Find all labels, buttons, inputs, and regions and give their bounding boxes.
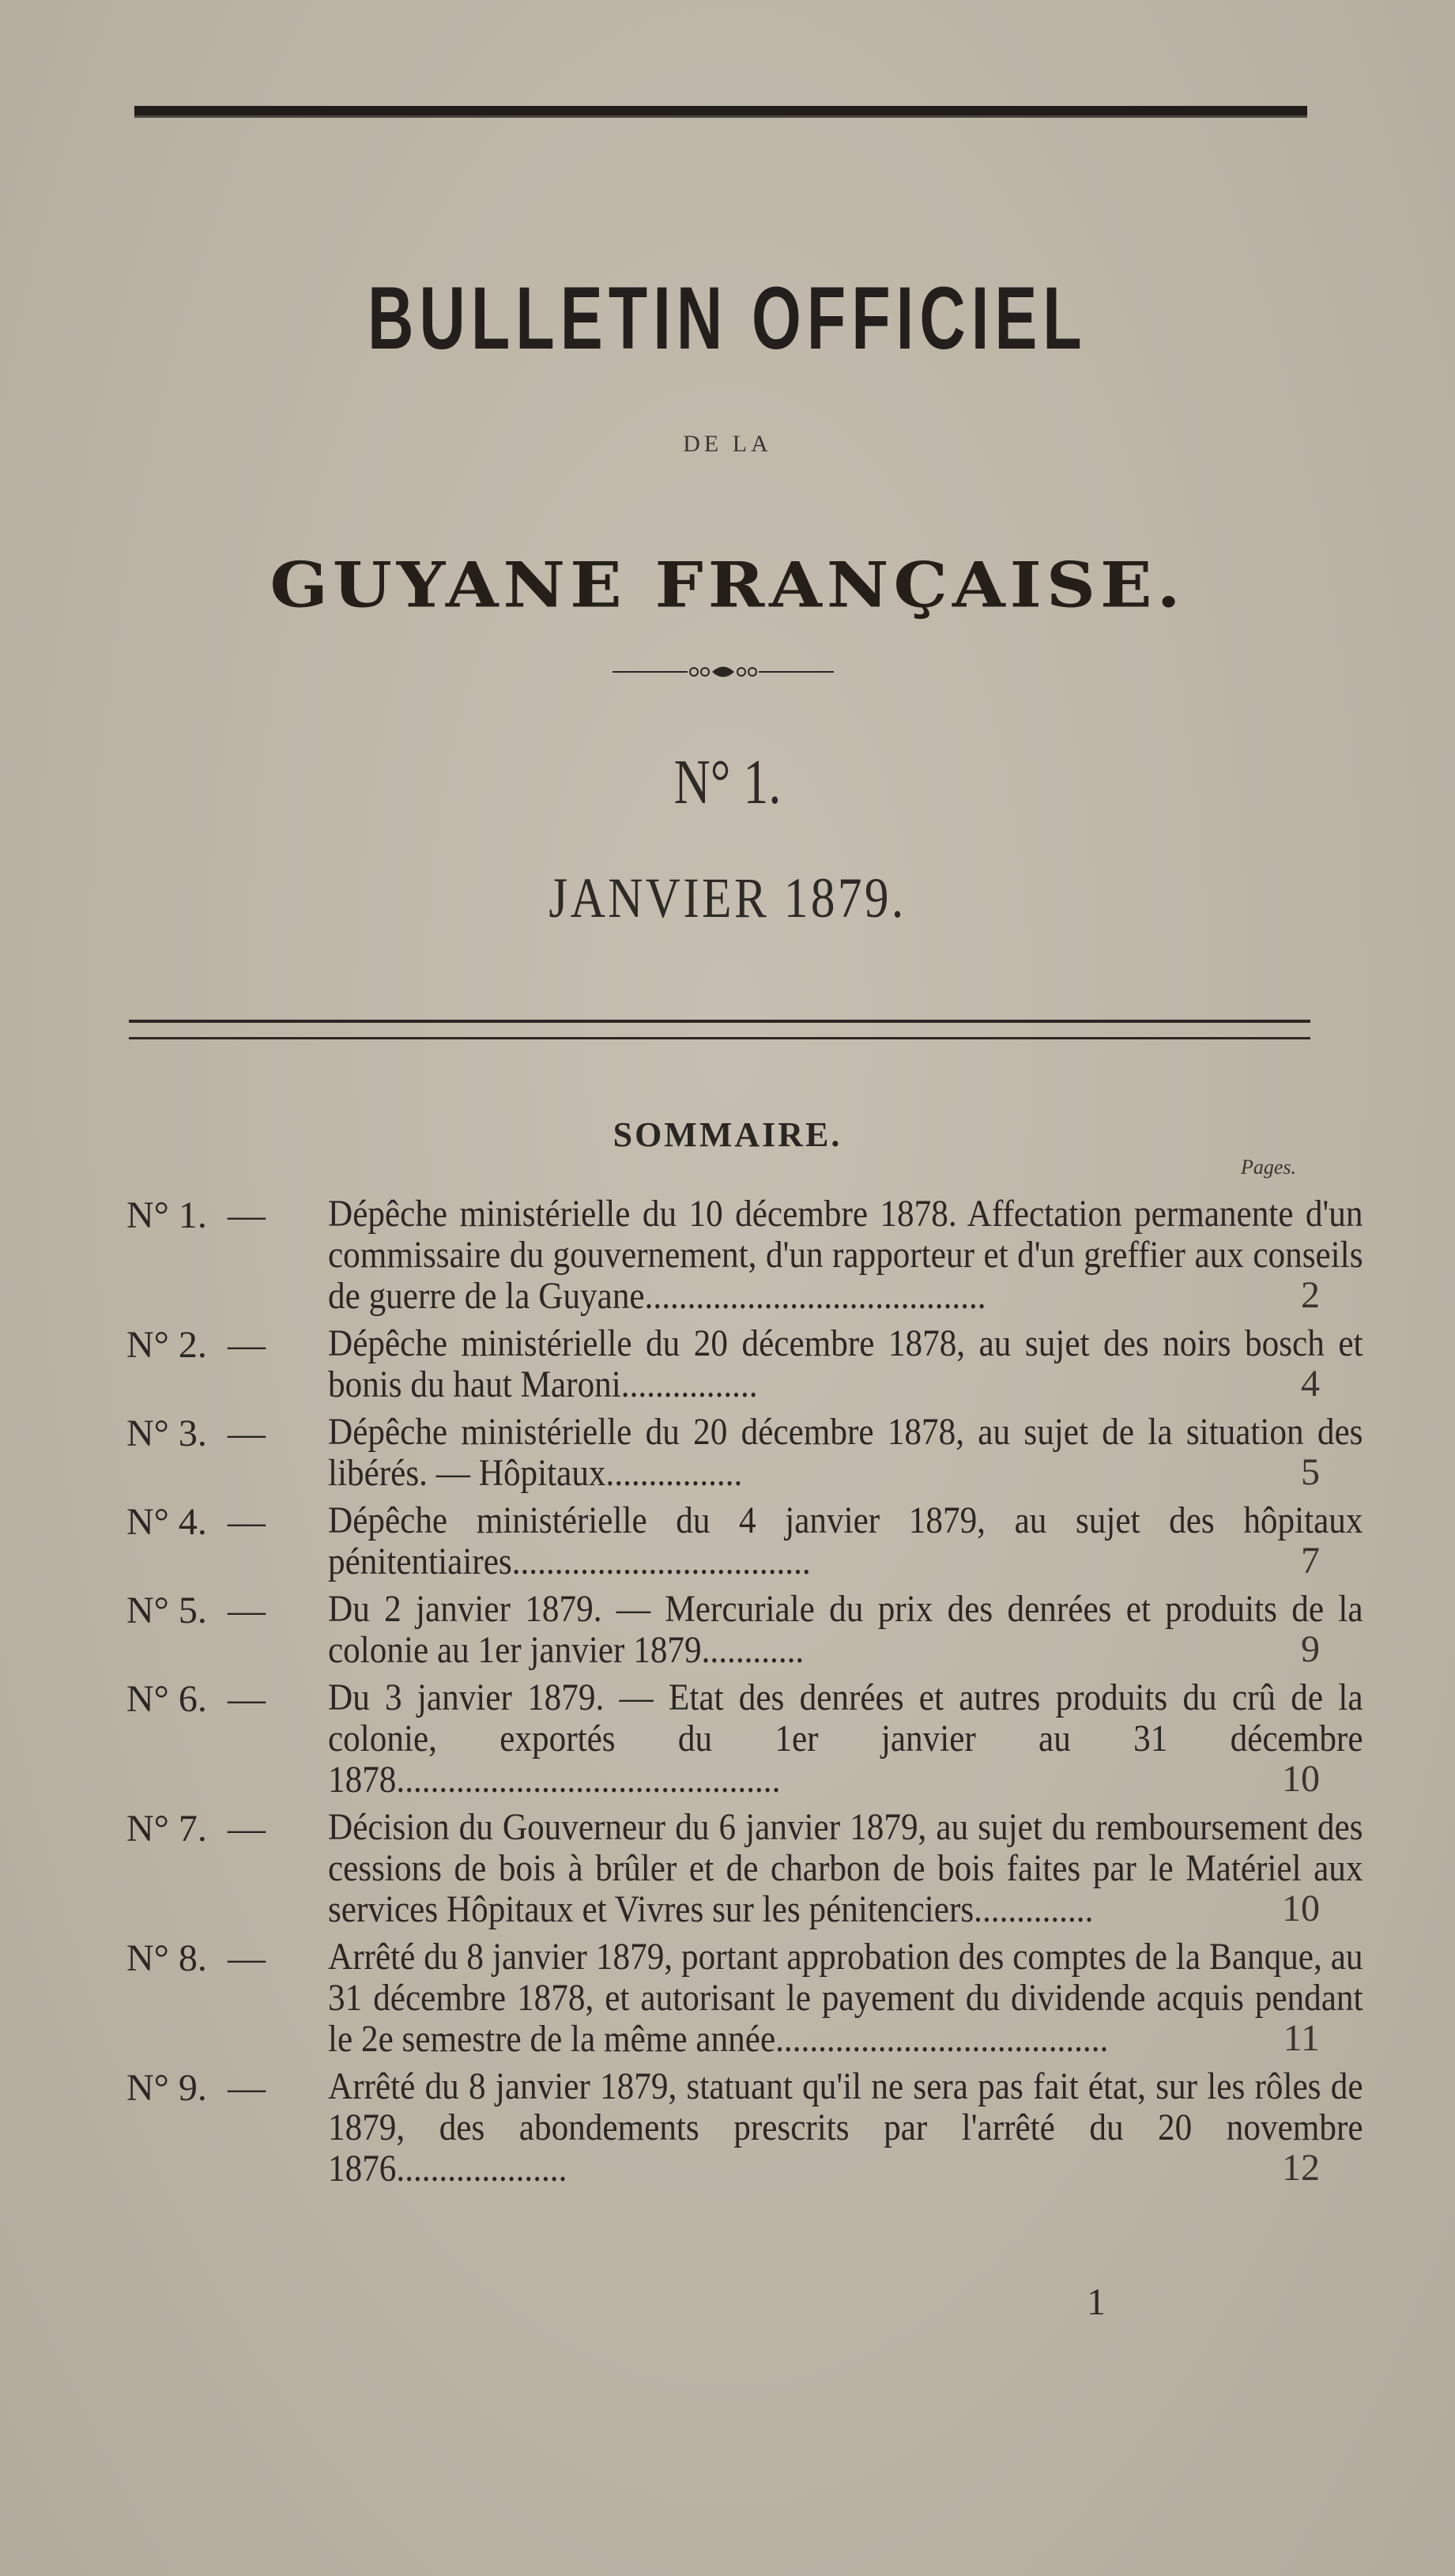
entry-dash: — bbox=[228, 2067, 266, 2109]
sommaire-entry bbox=[126, 1676, 1363, 1801]
entry-text: Dépêche ministérielle du 10 décembre 1878. Affectation permanente d'un commissaire du gouvernement, d'un rapporteur et d'un greffier aux conseils de guerre de la Guyane........................................ bbox=[328, 1193, 1363, 1317]
entry-number: N° 1. bbox=[126, 1194, 207, 1236]
entry-text: Décision du Gouverneur du 6 janvier 1879, au sujet du remboursement des cessions de bois à brûler et de charbon de bois faites par le Matériel aux services Hôpitaux et Vivres sur les pénitenciers.............. bbox=[328, 1806, 1363, 1930]
entry-page: 5 bbox=[1301, 1451, 1320, 1493]
entry-number: N° 3. bbox=[126, 1412, 207, 1454]
sommaire-heading: SOMMAIRE. bbox=[613, 1115, 842, 1154]
entry-dash: — bbox=[228, 1501, 266, 1543]
sommaire-entry bbox=[126, 1411, 1363, 1494]
entry-page: 2 bbox=[1301, 1274, 1320, 1316]
entry-dash: — bbox=[228, 1937, 266, 1979]
sommaire-entry bbox=[126, 1322, 1363, 1405]
sommaire-entry bbox=[126, 1499, 1363, 1582]
double-rule bbox=[129, 1020, 1310, 1039]
top-rule bbox=[134, 106, 1307, 118]
entry-dash: — bbox=[228, 1324, 266, 1366]
entry-number: N° 4. bbox=[126, 1501, 207, 1543]
entry-page: 4 bbox=[1301, 1363, 1320, 1405]
entry-dash: — bbox=[228, 1412, 266, 1454]
entry-page: 10 bbox=[1282, 1758, 1320, 1800]
entry-text: Arrêté du 8 janvier 1879, statuant qu'il ne sera pas fait état, sur les rôles de 1879, des abondements prescrits par l'arrêté du 20 novembre 1876.................... bbox=[328, 2065, 1363, 2189]
entry-number: N° 8. bbox=[126, 1937, 207, 1979]
ornament-divider bbox=[613, 660, 834, 684]
pages-column-label: Pages. bbox=[1241, 1156, 1297, 1179]
entry-number: N° 2. bbox=[126, 1324, 207, 1366]
title-de-la: DE LA bbox=[683, 431, 772, 457]
entry-text: Arrêté du 8 janvier 1879, portant approbation des comptes de la Banque, au 31 décembre 1878, et autorisant le payement du dividende acquis pendant le 2e semestre de la même année....................................... bbox=[328, 1936, 1363, 2060]
entry-page: 9 bbox=[1301, 1628, 1320, 1670]
sommaire-entry bbox=[126, 1588, 1363, 1671]
entry-text: Du 2 janvier 1879. — Mercuriale du prix des denrées et produits de la colonie au 1er janvier 1879............ bbox=[328, 1588, 1363, 1671]
entry-text: Dépêche ministérielle du 20 décembre 1878, au sujet des noirs bosch et bonis du haut Maroni................ bbox=[328, 1322, 1363, 1405]
entry-text: Du 3 janvier 1879. — Etat des denrées et autres produits du crû de la colonie, exportés du 1er janvier au 31 décembre 1878............................................. bbox=[328, 1676, 1363, 1801]
issue-number: N° 1. bbox=[673, 748, 782, 817]
sommaire-entry bbox=[126, 2065, 1363, 2189]
entry-page: 11 bbox=[1283, 2017, 1320, 2059]
sommaire-entry bbox=[126, 1806, 1363, 1930]
sommaire-entry bbox=[126, 1936, 1363, 2060]
entry-dash: — bbox=[228, 1678, 266, 1720]
page-folio: 1 bbox=[1087, 2281, 1106, 2323]
sommaire-entry bbox=[126, 1193, 1363, 1317]
entry-number: N° 9. bbox=[126, 2067, 207, 2109]
entry-dash: — bbox=[228, 1194, 266, 1236]
entry-number: N° 6. bbox=[126, 1678, 207, 1720]
entry-page: 10 bbox=[1282, 1888, 1320, 1929]
entry-text: Dépêche ministérielle du 4 janvier 1879, au sujet des hôpitaux pénitentiaires................................... bbox=[328, 1499, 1363, 1582]
issue-date: JANVIER 1879. bbox=[548, 866, 907, 930]
entry-number: N° 7. bbox=[126, 1808, 207, 1850]
sommaire-entries bbox=[126, 1193, 1363, 2196]
entry-page: 7 bbox=[1301, 1540, 1320, 1582]
entry-text: Dépêche ministérielle du 20 décembre 1878, au sujet de la situation des libérés. — Hôpitaux................ bbox=[328, 1411, 1363, 1494]
entry-dash: — bbox=[228, 1808, 266, 1850]
entry-page: 12 bbox=[1282, 2147, 1320, 2189]
entry-number: N° 5. bbox=[126, 1590, 207, 1631]
entry-dash: — bbox=[228, 1590, 266, 1631]
title-bulletin-officiel: BULLETIN OFFICIEL bbox=[368, 269, 1087, 368]
title-guyane-francaise: GUYANE FRANÇAISE. bbox=[270, 549, 1185, 622]
